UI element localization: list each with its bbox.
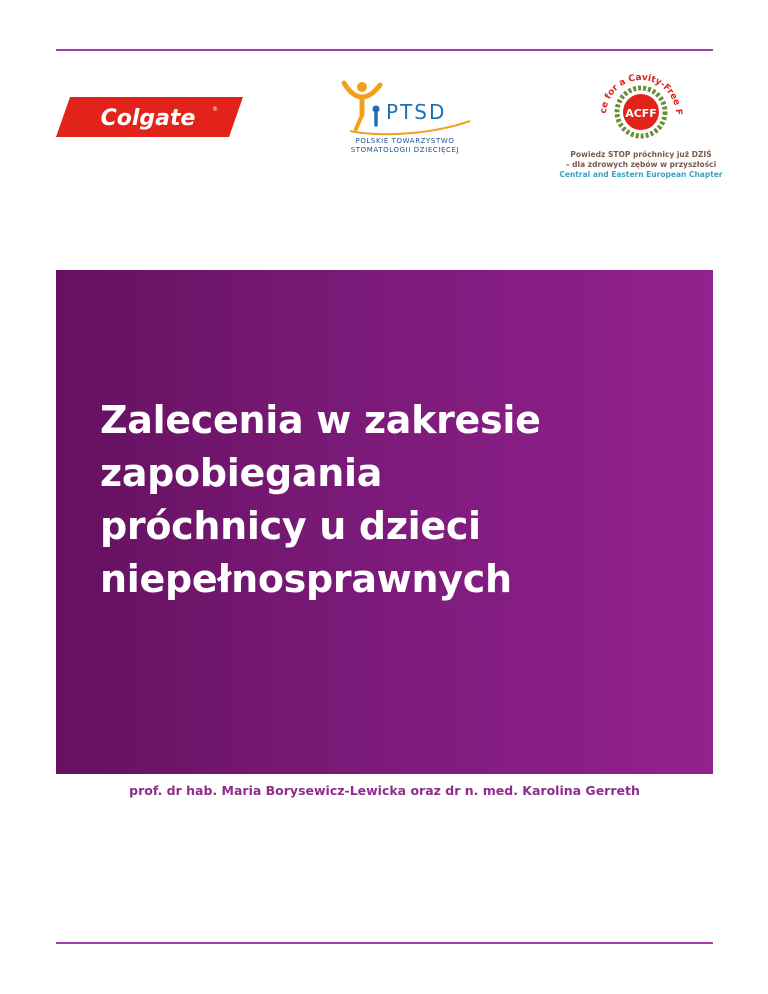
bottom-divider xyxy=(56,942,713,944)
colgate-logo xyxy=(56,97,243,137)
acff-badge-text: ACFF xyxy=(625,107,657,120)
acff-tagline-3: Central and Eastern European Chapter xyxy=(559,170,723,179)
ptsd-logo-line2: STOMATOLOGII DZIECIĘCEJ xyxy=(350,146,460,154)
ptsd-logo-line1: POLSKIE TOWARZYSTWO xyxy=(355,137,455,145)
top-divider xyxy=(56,49,713,51)
acff-tagline-1: Powiedz STOP próchnicy już DZIŚ xyxy=(570,150,712,159)
acff-tagline-2: – dla zdrowych zębów w przyszłości xyxy=(565,160,717,169)
title-line-2: zapobiegania xyxy=(100,451,383,495)
registered-mark: ® xyxy=(212,106,218,113)
title-banner xyxy=(56,270,713,774)
title-line-4: niepełnosprawnych xyxy=(100,557,512,601)
child-figure-icon xyxy=(330,75,480,137)
colgate-logo-text: Colgate xyxy=(100,106,196,131)
document-title xyxy=(100,394,700,606)
acff-logo xyxy=(556,57,726,181)
authors-line: prof. dr hab. Maria Borysewicz-Lewicka oraz dr n. med. Karolina Gerreth xyxy=(129,783,640,798)
acff-badge-icon xyxy=(556,57,726,149)
ptsd-logo-name: PTSD xyxy=(386,100,447,124)
acff-ring-text: ce for a Cavity-Free F xyxy=(598,72,684,116)
ptsd-logo xyxy=(330,75,480,165)
title-line-1: Zalecenia w zakresie xyxy=(100,398,541,442)
title-line-3: próchnicy u dzieci xyxy=(100,504,481,548)
